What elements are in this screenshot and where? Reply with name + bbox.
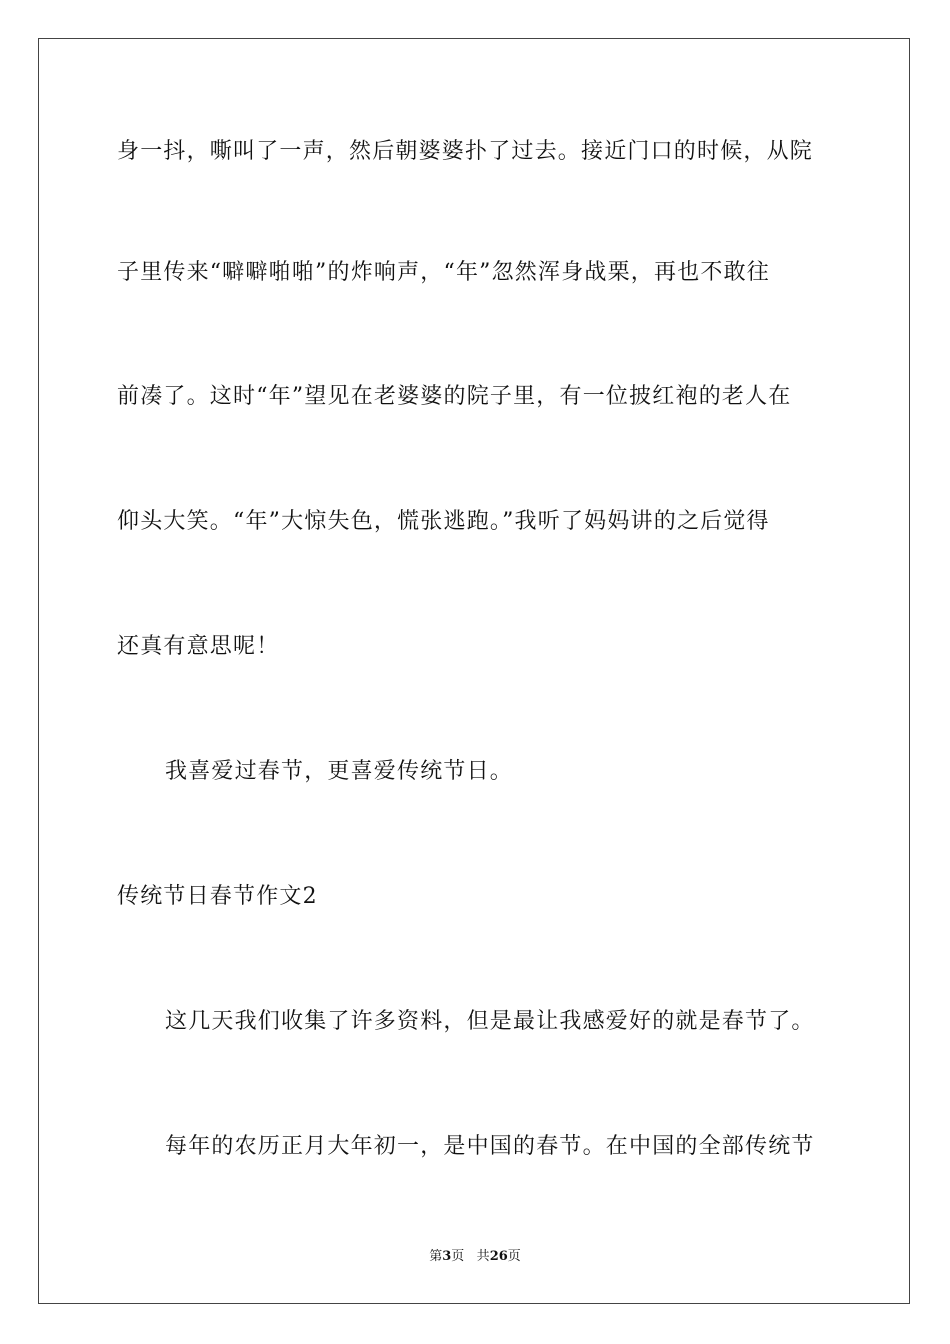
text-line-2: 子里传来“噼噼啪啪”的炸响声，“年”忽然浑身战栗，再也不敢往 xyxy=(117,260,770,285)
page-footer xyxy=(0,1248,950,1266)
text-line-5: 还真有意思呢！ xyxy=(117,634,280,659)
paragraph-line: 每年的农历正月大年初一，是中国的春节。在中国的全部传统节 xyxy=(165,1134,815,1159)
footer-total-suffix: 页 xyxy=(507,1249,521,1264)
text-line-3: 前凑了。这时“年”望见在老婆婆的院子里，有一位披红袍的老人在 xyxy=(117,384,792,409)
text-line-1: 身一抖，嘶叫了一声，然后朝婆婆扑了过去。接近门口的时候，从院 xyxy=(117,139,814,164)
page-border xyxy=(38,38,910,1304)
total-pages-number: 26 xyxy=(489,1249,508,1264)
current-page-number: 3 xyxy=(442,1249,452,1264)
paragraph-line: 这几天我们收集了许多资料，但是最让我感爱好的就是春节了。 xyxy=(165,1009,815,1034)
footer-total-prefix: 共 xyxy=(476,1249,490,1264)
section-heading: 传统节日春节作文2 xyxy=(117,884,318,909)
footer-page-word: 页 xyxy=(451,1249,465,1264)
paragraph-line: 我喜爱过春节，更喜爱传统节日。 xyxy=(165,759,514,784)
footer-prefix: 第 xyxy=(429,1249,443,1264)
text-line-4: 仰头大笑。“年”大惊失色，慌张逃跑。”我听了妈妈讲的之后觉得 xyxy=(117,509,770,534)
